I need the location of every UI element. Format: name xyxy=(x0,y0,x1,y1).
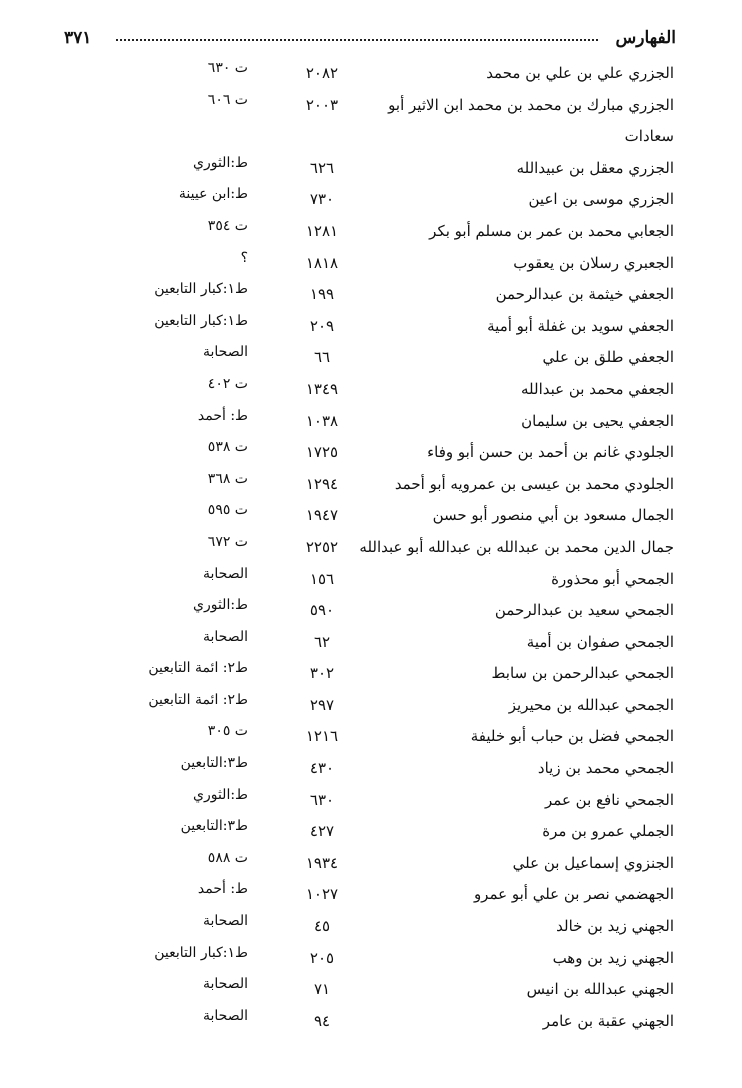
entry-name: الجعفي سويد بن غفلة أبو أمية xyxy=(487,316,674,335)
index-entry xyxy=(0,753,742,785)
entry-name: جمال الدين محمد بن عبدالله بن عبدالله أبو عبدالله xyxy=(359,537,674,556)
entry-grade: ت ٥٨٨ xyxy=(207,849,248,866)
entry-number: ٣٠٢ xyxy=(309,664,335,683)
index-entry xyxy=(0,406,742,438)
entry-grade: ط: أحمد xyxy=(197,881,248,898)
entry-name: الجمحي سعيد بن عبدالرحمن xyxy=(494,601,674,620)
entry-number: ١٠٣٨ xyxy=(305,411,339,430)
index-entry xyxy=(0,627,742,659)
entry-grade: ت ٣٥٤ xyxy=(207,217,248,234)
entry-number: ١٩٩ xyxy=(309,285,335,304)
index-entry xyxy=(0,216,742,248)
page-number: ٣٧١ xyxy=(64,28,92,48)
entry-name: الجعفي يحيى بن سليمان xyxy=(521,411,674,430)
entry-number: ٢٠٠٣ xyxy=(305,95,339,114)
index-entry xyxy=(0,1006,742,1038)
entry-grade: ط١:كبار التابعين xyxy=(154,944,248,961)
index-entry xyxy=(0,58,742,90)
entry-number: ١٣٤٩ xyxy=(305,379,339,398)
entry-grade: ت ٦٧٢ xyxy=(207,533,248,550)
index-entry xyxy=(0,816,742,848)
entry-grade: ت ٥٩٥ xyxy=(207,502,248,519)
entry-name: الجعفي خيثمة بن عبدالرحمن xyxy=(495,285,674,304)
entry-grade: ت ٦٠٦ xyxy=(207,91,248,108)
entry-grade: ط:الثوري xyxy=(193,597,248,614)
entry-grade: ط٣:التابعين xyxy=(180,755,248,772)
index-entry xyxy=(0,121,742,153)
entry-name: الجعفي محمد بن عبدالله xyxy=(520,379,674,398)
entry-number: ٢٢٥٢ xyxy=(305,537,339,556)
index-entry xyxy=(0,374,742,406)
entry-grade: ط١:كبار التابعين xyxy=(154,281,248,298)
index-entry xyxy=(0,721,742,753)
entry-grade: ت ٤٠٢ xyxy=(207,375,248,392)
index-entry xyxy=(0,879,742,911)
index-entry xyxy=(0,248,742,280)
entry-grade: ط:الثوري xyxy=(193,786,248,803)
entry-name: الجزري علي بن علي بن محمد xyxy=(486,64,674,82)
entry-number: ١٩٤٧ xyxy=(305,506,339,525)
entry-name: الجلودي محمد بن عيسى بن عمرويه أبو أحمد xyxy=(394,474,674,493)
entry-number: ١٩٣٤ xyxy=(305,853,339,872)
entry-name: الجمال مسعود بن أبي منصور أبو حسن xyxy=(432,506,674,525)
index-entry xyxy=(0,437,742,469)
section-title: الفهارس xyxy=(615,28,676,48)
entry-grade: الصحابة xyxy=(202,913,248,930)
entry-grade: الصحابة xyxy=(202,344,248,361)
entry-name: الجزري معقل بن عبيدالله xyxy=(516,158,674,177)
entry-grade: ت ٥٣٨ xyxy=(207,439,248,456)
entry-number: ٧٣٠ xyxy=(309,190,335,209)
entry-number: ٥٩٠ xyxy=(309,601,335,620)
index-entry xyxy=(0,658,742,690)
entry-number: ٤٣٠ xyxy=(309,759,335,778)
entry-grade: ط٣:التابعين xyxy=(180,818,248,835)
entry-number: ٢٠٩ xyxy=(309,316,335,335)
entry-name: الجهني عبدالله بن انيس xyxy=(526,980,674,999)
entry-grade: ت ٣٦٨ xyxy=(207,470,248,487)
entry-name: الجنزوي إسماعيل بن علي xyxy=(512,853,674,872)
entry-name: الجمحي عبدالله بن محيريز xyxy=(508,695,674,714)
page-header xyxy=(60,28,676,54)
entry-name: الجلودي غانم بن أحمد بن حسن أبو وفاء xyxy=(427,443,674,462)
index-entry xyxy=(0,90,742,122)
index-entry xyxy=(0,469,742,501)
index-entry xyxy=(0,153,742,185)
entry-number: ١٢٩٤ xyxy=(305,474,339,493)
entry-number: ٦٣٠ xyxy=(309,790,335,809)
entry-number: ١٠٢٧ xyxy=(305,885,339,904)
entry-name: الجمحي عبدالرحمن بن سابط xyxy=(491,664,674,683)
entry-name: سعادات xyxy=(624,127,674,146)
entry-number: ٢٠٥ xyxy=(309,948,335,967)
index-list xyxy=(0,58,742,1037)
index-entry xyxy=(0,595,742,627)
entry-number: ٢٠٨٢ xyxy=(305,64,339,82)
entry-number: ١٧٢٥ xyxy=(305,443,339,462)
entry-number: ١٢١٦ xyxy=(305,727,339,746)
entry-name: الجعابي محمد بن عمر بن مسلم أبو بكر xyxy=(429,221,674,240)
index-entry xyxy=(0,974,742,1006)
entry-number: ٩٤ xyxy=(313,1011,331,1030)
entry-grade: ت ٣٠٥ xyxy=(207,723,248,740)
index-entry xyxy=(0,532,742,564)
index-entry xyxy=(0,311,742,343)
index-entry xyxy=(0,690,742,722)
index-entry xyxy=(0,848,742,880)
entry-number: ٤٥ xyxy=(313,917,331,936)
entry-grade: ؟ xyxy=(240,249,248,266)
entry-grade: ط٢: ائمة التابعين xyxy=(148,660,248,677)
entry-number: ٦٢٦ xyxy=(309,158,335,177)
index-entry xyxy=(0,342,742,374)
entry-number: ٧١ xyxy=(313,980,331,999)
entry-number: ١٥٦ xyxy=(309,569,335,588)
entry-grade: الصحابة xyxy=(202,628,248,645)
entry-name: الجملي عمرو بن مرة xyxy=(542,822,674,841)
entry-name: الجمحي محمد بن زياد xyxy=(537,759,674,778)
entry-grade: الصحابة xyxy=(202,1007,248,1024)
entry-number: ٤٢٧ xyxy=(309,822,335,841)
entry-name: الجزري مبارك بن محمد بن محمد ابن الاثير أبو xyxy=(388,95,674,114)
entry-name: الجهني عقبة بن عامر xyxy=(542,1011,674,1030)
index-entry xyxy=(0,564,742,596)
entry-name: الجهني زيد بن وهب xyxy=(552,948,674,967)
entry-name: الجزري موسى بن اعين xyxy=(528,190,674,209)
entry-name: الجعبري رسلان بن يعقوب xyxy=(513,253,674,272)
entry-grade: الصحابة xyxy=(202,565,248,582)
index-entry xyxy=(0,500,742,532)
entry-name: الجمحي فضل بن حباب أبو خليفة xyxy=(470,727,674,746)
index-entry xyxy=(0,911,742,943)
index-entry xyxy=(0,785,742,817)
index-entry xyxy=(0,943,742,975)
entry-name: الجعفي طلق بن علي xyxy=(542,348,674,367)
entry-name: الجهضمي نصر بن علي أبو عمرو xyxy=(473,885,674,904)
entry-number: ٢٩٧ xyxy=(309,695,335,714)
index-entry xyxy=(0,184,742,216)
entry-number: ٦٢ xyxy=(313,632,331,651)
entry-number: ٦٦ xyxy=(313,348,331,367)
entry-number: ١٢٨١ xyxy=(305,221,339,240)
entry-name: الجمحي صفوان بن أمية xyxy=(526,632,674,651)
entry-grade: ط: أحمد xyxy=(197,407,248,424)
entry-grade: ط٢: ائمة التابعين xyxy=(148,691,248,708)
entry-name: الجمحي أبو محذورة xyxy=(551,569,674,588)
index-entry xyxy=(0,279,742,311)
entry-name: الجهني زيد بن خالد xyxy=(556,917,674,936)
entry-grade: ط:ابن عيينة xyxy=(178,186,248,203)
entry-grade: ط١:كبار التابعين xyxy=(154,312,248,329)
entry-grade: ت ٦٣٠ xyxy=(207,60,248,76)
dotted-leader xyxy=(116,39,598,41)
entry-grade: الصحابة xyxy=(202,976,248,993)
entry-number: ١٨١٨ xyxy=(305,253,339,272)
entry-grade: ط:الثوري xyxy=(193,154,248,171)
entry-name: الجمحي نافع بن عمر xyxy=(545,790,674,809)
